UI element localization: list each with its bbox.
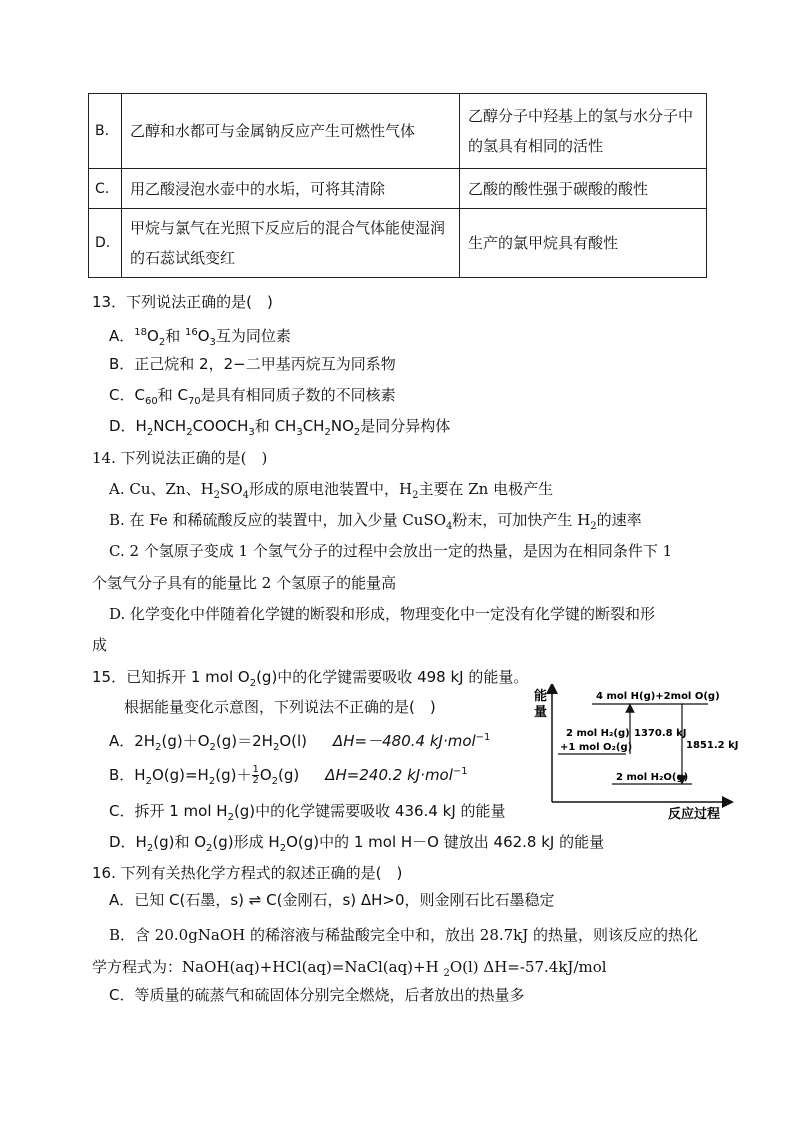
level-top-label: 4 mol H(g)+2mol O(g) [596, 691, 720, 702]
row-reason: 乙酸的酸性强于碳酸的酸性 [460, 169, 707, 209]
q16-stem: 16. 下列有关热化学方程式的叙述正确的是( ) [92, 864, 403, 882]
q13-option-b: B．正己烷和 2，2−二甲基丙烷互为同系物 [109, 355, 396, 373]
q14-option-d-line2: 成 [92, 636, 108, 654]
q16-option-b-line2: 学方程式为：NaOH(aq)+HCl(aq)=NaCl(aq)+H $_2$O(l) ΔH=-57.4kJ/mol [92, 958, 607, 979]
x-axis-label: 反应过程 [668, 807, 721, 822]
q14-option-b: B. 在 Fe 和稀硫酸反应的装置中，加入少量 CuSO$_4$粉末，可加快产生 $H_2$的速率 [109, 511, 642, 532]
table-row [89, 169, 707, 209]
row-statement: 用乙酸浸泡水壶中的水垢，可将其清除 [122, 169, 460, 209]
row-reason: 乙醇分子中羟基上的氢与水分子中的氢具有相同的活性 [460, 94, 707, 169]
q14-option-d-line1: D. 化学变化中伴随着化学键的断裂和形成，物理变化中一定没有化学键的断裂和形 [109, 605, 656, 623]
row-key: C. [89, 169, 122, 209]
row-statement: 甲烷与氯气在光照下反应后的混合气体能使湿润的石蕊试纸变红 [122, 209, 460, 278]
table-row [89, 94, 707, 169]
q13-stem: 13．下列说法正确的是( ) [92, 293, 273, 311]
q15-option-b: B．$H_2O(g)=H_2(g)+$ $\frac{1}{2}$ $O_2(g)$ ΔH=240.2 kJ·mol$^{-1}$ [109, 764, 468, 787]
options-table [88, 93, 707, 278]
fraction-one-half: $\frac{1}{2}$ [252, 764, 259, 786]
energy-level-diagram [532, 684, 742, 824]
gap-small-label: 1370.8 kJ [634, 728, 687, 739]
q15-stem: 15．已知拆开 1 mol $O_2(g)$中的化学键需要吸收 498 kJ 的能量。 [92, 668, 529, 689]
q15-option-c: C．拆开 1 mol $H_2(g)$中的化学键需要吸收 436.4 kJ 的能量 [109, 802, 506, 823]
gap-big-label: 1851.2 kJ [686, 740, 739, 751]
y-axis-label-2: 量 [534, 705, 548, 720]
level-mid-label-1: 2 mol H₂(g) [566, 728, 630, 739]
q14-option-a: A. Cu、Zn、$H_2SO_4$形成的原电池装置中，$H_2$主要在 Zn 电极产生 [109, 480, 554, 501]
q13-option-c: C．$C_{60}$和 $C_{70}$是具有相同质子数的不同核素 [109, 386, 396, 407]
level-mid-label-2: +1 mol O₂(g) [560, 742, 633, 753]
q14-option-c-line2: 个氢气分子具有的能量比 2 个氢原子的能量高 [92, 574, 397, 592]
y-axis-label-1: 能 [534, 689, 548, 704]
q14-stem: 14. 下列说法正确的是( ) [92, 449, 268, 467]
q15-option-d: D．$H_2(g)$和 $O_2(g)$形成 $H_2O(g)$中的 1 mol H－O 键放出 462.8 kJ 的能量 [109, 833, 605, 854]
q15-option-a: A．$2H_2(g)+O_2(g)=2H_2O(l)$ ΔH=－480.4 kJ·mol$^{-1}$ [109, 732, 491, 753]
q16-option-b-line1: B．含 20.0gNaOH 的稀溶液与稀盐酸完全中和，放出 28.7kJ 的热量，则该反应的热化 [109, 926, 699, 944]
q13-option-a: A．$^{18}O_2$和 $^{16}O_3$互为同位素 [109, 327, 291, 348]
row-key: D. [89, 209, 122, 278]
q15-substem: 根据能量变化示意图，下列说法不正确的是( ) [124, 698, 436, 716]
q13-option-d: D．$H_2NCH_2COOCH_3$和 $CH_3CH_2NO_2$是同分异构体 [109, 417, 451, 438]
table-row [89, 209, 707, 278]
row-reason: 生产的氯甲烷具有酸性 [460, 209, 707, 278]
q16-option-a: A．已知 C(石墨，s) ⇌ C(金刚石，s) ΔH>0，则金刚石比石墨稳定 [109, 891, 555, 909]
row-statement: 乙醇和水都可与金属钠反应产生可燃性气体 [122, 94, 460, 169]
row-key: B. [89, 94, 122, 169]
level-low-label: 2 mol H₂O(g) [616, 772, 689, 783]
q16-option-c: C．等质量的硫蒸气和硫固体分别完全燃烧，后者放出的热量多 [109, 986, 525, 1004]
q14-option-c-line1: C. 2 个氢原子变成 1 个氢气分子的过程中会放出一定的热量，是因为在相同条件下 1 [109, 542, 673, 560]
